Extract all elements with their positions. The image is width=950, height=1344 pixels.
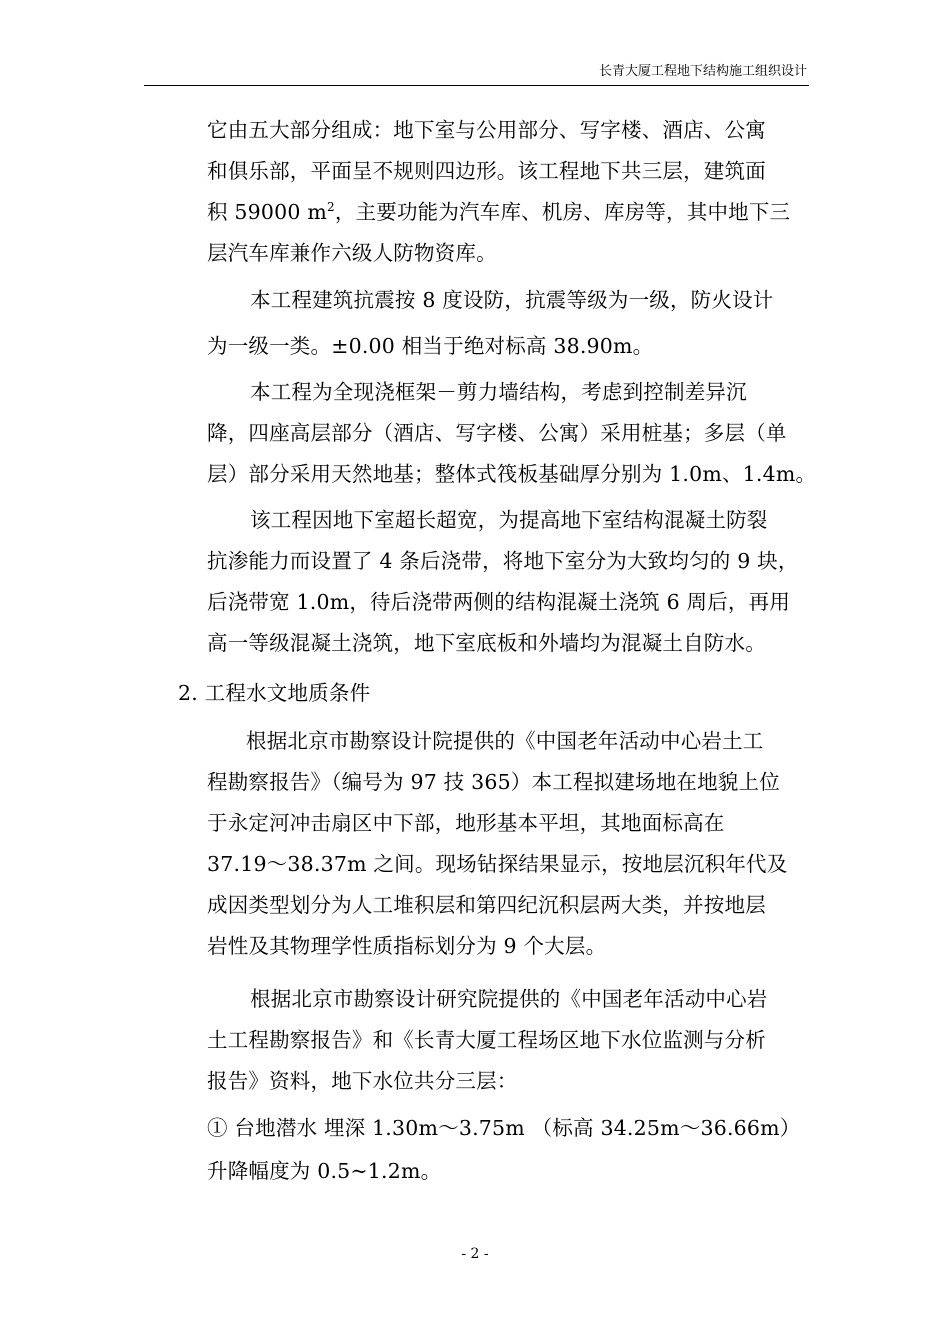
paragraph-line <box>207 199 790 225</box>
paragraph-text: ，主要功能为汽车库、机房、库房等，其中地下三 <box>334 200 791 224</box>
paragraph-line: 岩性及其物理学性质指标划分为 9 个大层。 <box>207 934 607 958</box>
paragraph-line: 降，四座高层部分（酒店、写字楼、公寓）采用桩基；多层（单 <box>207 421 787 445</box>
paragraph-line: 抗渗能力而设置了 4 条后浇带，将地下室分为大致均匀的 9 块， <box>207 549 799 573</box>
paragraph-line: 该工程因地下室超长超宽，为提高地下室结构混凝土防裂 <box>250 508 768 532</box>
area-value: 积 59000 m <box>207 200 327 224</box>
paragraph-line: 高一等级混凝土浇筑，地下室底板和外墙均为混凝土自防水。 <box>207 631 766 655</box>
paragraph-line: 根据北京市勘察设计研究院提供的《中国老年活动中心岩 <box>250 987 768 1011</box>
list-item-continuation: 升降幅度为 0.5~1.2m。 <box>207 1159 442 1183</box>
paragraph-line: 本工程建筑抗震按 8 度设防，抗震等级为一级，防火设计 <box>250 288 774 312</box>
paragraph-line: 于永定河冲击扇区中下部，地形基本平坦，其地面标高在 <box>207 811 725 835</box>
paragraph-line: 它由五大部分组成：地下室与公用部分、写字楼、酒店、公寓 <box>207 118 766 142</box>
paragraph-line: 和俱乐部，平面呈不规则四边形。该工程地下共三层，建筑面 <box>207 159 766 183</box>
paragraph-line: 37.19～38.37m 之间。现场钻探结果显示，按地层沉积年代及 <box>207 852 788 876</box>
paragraph-line: 成因类型划分为人工堆积层和第四纪沉积层两大类，并按地层 <box>207 893 766 917</box>
paragraph-line: 层汽车库兼作六级人防物资库。 <box>207 241 497 265</box>
paragraph-line: 土工程勘察报告》和《长青大厦工程场区地下水位监测与分析 <box>207 1028 766 1052</box>
list-item: ① 台地潜水 埋深 1.30m～3.75m （标高 34.25m～36.66m） <box>207 1116 801 1140</box>
paragraph-line: 程勘察报告》（编号为 97 技 365）本工程拟建场地在地貌上位 <box>207 770 780 794</box>
header-divider <box>144 85 809 86</box>
running-header-title: 长青大厦工程地下结构施工组织设计 <box>598 64 807 79</box>
section-heading: 2. 工程水文地质条件 <box>178 681 371 705</box>
paragraph-line: 本工程为全现浇框架－剪力墙结构，考虑到控制差异沉 <box>250 380 747 404</box>
page-number: - 2 - <box>461 1246 489 1262</box>
paragraph-line: 层）部分采用天然地基；整体式筏板基础厚分别为 1.0m、1.4m。 <box>207 462 817 486</box>
paragraph-line: 后浇带宽 1.0m，待后浇带两侧的结构混凝土浇筑 6 周后，再用 <box>207 590 791 614</box>
paragraph-line: 根据北京市勘察设计院提供的《中国老年活动中心岩土工 <box>246 729 764 753</box>
paragraph-line: 为一级一类。±0.00 相当于绝对标高 38.90m。 <box>207 334 654 358</box>
paragraph-line: 报告》资料，地下水位共分三层： <box>207 1069 518 1093</box>
area-unit-superscript: 2 <box>327 200 335 215</box>
